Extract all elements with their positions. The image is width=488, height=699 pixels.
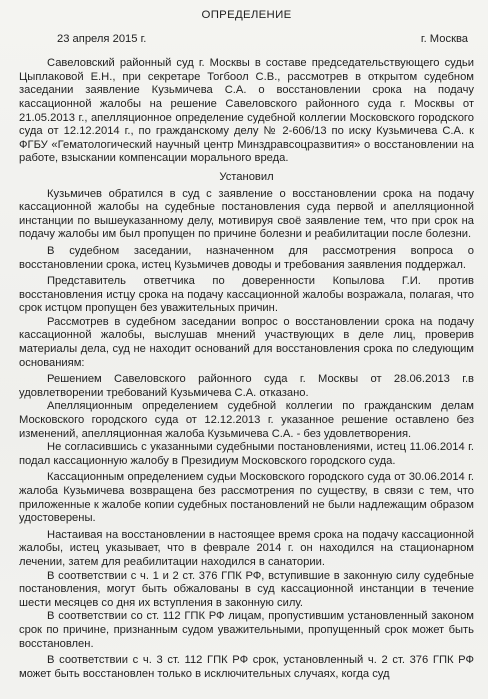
body-paragraph: В соответствии с ч. 1 и 2 ст. 376 ГПК РФ, вступившие в законную силу судебные постановления, могут быть обжалованы в суд кассационной инстанции в течение шести месяцев со дня их вступления в законную силу. bbox=[19, 569, 474, 609]
body-paragraph: В соответствии со ст. 112 ГПК РФ лицам, пропустившим установленный законом срок по причине, признанным судом уважительными, пропущенный срок может быть восстановлен. bbox=[19, 610, 474, 650]
section-heading: Установил bbox=[219, 170, 274, 183]
body-paragraph: Апелляционным определением судебной коллегии по гражданским делам Московского городского суда от 12.12.2013 г. указанное решение оставлено без изменений, апелляционная жалоба Кузьмичева С.А. - без удовлетворения. bbox=[19, 400, 474, 440]
body-paragraph: Представитель ответчика по доверенности Копылова Г.И. против восстановления истцу срока на подачу кассационной жалобы возражала, полагая, что срок истцом пропущен без уважительных причин. bbox=[19, 275, 474, 315]
body-paragraph: Кузьмичев обратился в суд с заявление о восстановлении срока на подачу кассационной жалобы на судебные постановления суда первой и апелляционной инстанции по вышеуказанному делу, мотивируя своё заявление тем, что при срок на подачу жалобы им был пропущен по причине болезни и реабилитации после болезни. bbox=[19, 187, 474, 241]
document-date: 23 апреля 2015 г. bbox=[57, 32, 147, 45]
body-paragraph: В соответствии с ч. 3 ст. 112 ГПК РФ срок, установленный ч. 2 ст. 376 ГПК РФ может быть восстановлен только в исключительных случаях, когда суд bbox=[19, 654, 474, 680]
body-paragraph: Не согласившись с указанными судебными постановлениями, истец 11.06.2014 г. подал кассационную жалобу в Президиум Московского городского суда. bbox=[19, 441, 474, 467]
body-paragraph: Решением Савеловского районного суда г. Москвы от 28.06.2013 г.в удовлетворении требований Кузьмичева С.А. отказано. bbox=[19, 373, 474, 399]
document-title: ОПРЕДЕЛЕНИЕ bbox=[201, 9, 292, 21]
body-paragraph: Настаивая на восстановлении в настоящее время срока на подачу кассационной жалобы, истец указывает, что в феврале 2014 г. он находился на стационарном лечении, затем для реабилитации находился в санатории. bbox=[19, 528, 474, 568]
body-paragraph: Рассмотрев в судебном заседании вопрос о восстановлении срока на подачу кассационной жалобы, выслушав мнений участвующих в деле лиц, проверив материалы дела, суд не находит оснований для восстановления срока по следующим основаниям: bbox=[19, 315, 474, 369]
body-paragraph: В судебном заседании, назначенном для рассмотрения вопроса о восстановлении срока, истец Кузьмичев доводы и требования заявления поддержал. bbox=[19, 244, 474, 271]
date-place-row bbox=[57, 33, 468, 47]
intro-paragraph: Савеловский районный суд г. Москвы в составе председательствующего судьи Цыплаковой Е.Н., при секретаре Тогбоол С.В., рассмотрев в открытом судебном заседании заявление Кузьмичева С.А. о восстановлении срока на подачу кассационной жалобы на решение Савеловского районного суда г. Москвы от 21.05.2013 г., апелляционное определение судебной коллегии Московского городского суда от 12.12.2014 г., по гражданскому делу № 2-606/13 по иску Кузьмичева С.А. к ФГБУ «Гематологический научный центр Минздравсоцразвития» о восстановлении на работе, взыскании компенсации морального вреда. bbox=[19, 57, 474, 165]
document-city: г. Москва bbox=[420, 32, 468, 45]
body-paragraph: Кассационным определением судьи Московского городского суда от 30.06.2014 г. жалоба Кузьмичева возвращена без рассмотрения по существу, в связи с тем, что приложенные к жалобе копии судебных постановлений не были надлежащим образом удостоверены. bbox=[19, 471, 474, 525]
